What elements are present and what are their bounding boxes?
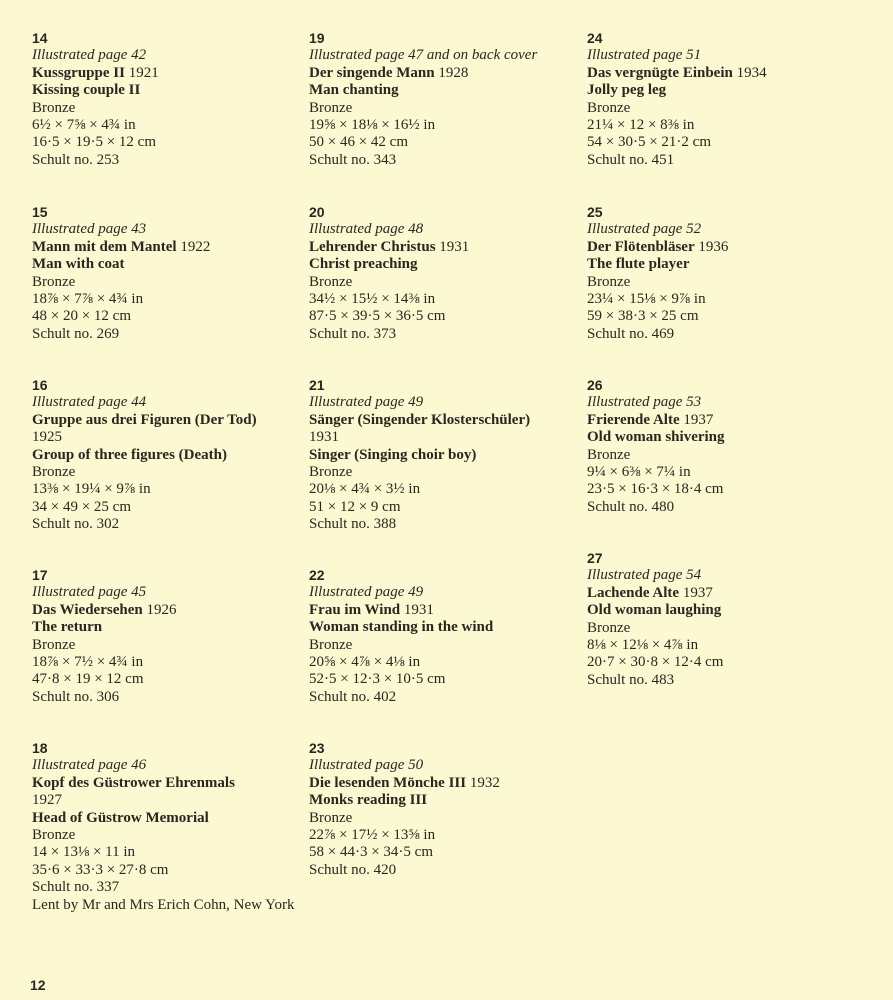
schult-number: Schult no. 469	[587, 325, 675, 342]
year: 1936	[698, 238, 729, 255]
catalogue-entry	[587, 30, 857, 169]
schult-number: Schult no. 483	[587, 671, 675, 688]
dimensions-inches: 14 × 13⅛ × 11 in	[32, 844, 136, 861]
german-title-text: Das vergnügte Einbein	[587, 64, 733, 81]
german-title	[32, 412, 302, 429]
entry-number: 16	[32, 377, 48, 393]
catalogue-entry	[32, 30, 302, 169]
english-title: Singer (Singing choir boy)	[309, 446, 477, 463]
illustrated-page: Illustrated page 47 and on back cover	[309, 47, 538, 64]
illustrated-page: Illustrated page 48	[309, 221, 424, 238]
year: 1927	[32, 792, 62, 809]
year: 1922	[180, 238, 211, 255]
catalogue-entry	[587, 550, 857, 689]
dimensions-cm: 16·5 × 19·5 × 12 cm	[32, 134, 156, 151]
german-title-text: Frau im Wind	[309, 601, 401, 618]
entry-number: 17	[32, 567, 48, 583]
german-title	[587, 239, 857, 256]
english-title: Old woman laughing	[587, 602, 722, 619]
schult-number: Schult no. 269	[32, 325, 120, 342]
dimensions-cm: 47·8 × 19 × 12 cm	[32, 671, 144, 688]
material: Bronze	[309, 464, 353, 481]
english-title: The return	[32, 619, 103, 636]
year: 1932	[469, 774, 500, 791]
year: 1931	[403, 601, 434, 618]
illustrated-page: Illustrated page 51	[587, 47, 702, 64]
english-title: Old woman shivering	[587, 429, 725, 446]
entry-number: 19	[309, 30, 325, 46]
illustrated-page: Illustrated page 50	[309, 757, 424, 774]
german-title	[587, 412, 857, 429]
catalogue-entry	[309, 204, 579, 343]
catalogue-entry	[309, 377, 579, 534]
schult-number: Schult no. 420	[309, 861, 397, 878]
dimensions-cm: 20·7 × 30·8 × 12·4 cm	[587, 654, 724, 671]
dimensions-inches: 18⅞ × 7⅞ × 4¾ in	[32, 291, 144, 308]
dimensions-inches: 13⅜ × 19¼ × 9⅞ in	[32, 481, 151, 498]
schult-number: Schult no. 373	[309, 325, 397, 342]
german-title-text: Gruppe aus drei Figuren (Der Tod)	[32, 411, 257, 428]
year: 1931	[309, 429, 339, 446]
year: 1928	[438, 64, 469, 81]
schult-number: Schult no. 306	[32, 688, 120, 705]
german-title-text: Lehrender Christus	[309, 238, 436, 255]
english-title: The flute player	[587, 256, 690, 273]
entry-number: 26	[587, 377, 603, 393]
entry-number: 25	[587, 204, 603, 220]
page-number: 12	[30, 977, 46, 993]
schult-number: Schult no. 451	[587, 151, 675, 168]
catalogue-entry	[309, 740, 579, 879]
material: Bronze	[309, 809, 353, 826]
english-title: Man chanting	[309, 82, 399, 99]
dimensions-cm: 52·5 × 12·3 × 10·5 cm	[309, 671, 446, 688]
german-title-text: Lachende Alte	[587, 584, 680, 601]
material: Bronze	[309, 99, 353, 116]
dimensions-inches: 20⅝ × 4⅞ × 4⅛ in	[309, 654, 421, 671]
dimensions-inches: 18⅞ × 7½ × 4¾ in	[32, 654, 144, 671]
entry-number: 20	[309, 204, 325, 220]
illustrated-page: Illustrated page 45	[32, 584, 147, 601]
catalogue-entry	[309, 567, 579, 706]
year: 1925	[32, 429, 62, 446]
english-title: Kissing couple II	[32, 82, 141, 99]
catalogue-entry	[32, 567, 302, 706]
illustrated-page: Illustrated page 42	[32, 47, 147, 64]
dimensions-inches: 34½ × 15½ × 14⅜ in	[309, 291, 436, 308]
illustrated-page: Illustrated page 43	[32, 221, 147, 238]
illustrated-page: Illustrated page 54	[587, 567, 702, 584]
material: Bronze	[32, 273, 76, 290]
dimensions-cm: 59 × 38·3 × 25 cm	[587, 308, 699, 325]
catalogue-entry	[32, 377, 302, 534]
english-title: Group of three figures (Death)	[32, 446, 227, 463]
english-title: Monks reading III	[309, 792, 428, 809]
material: Bronze	[587, 619, 631, 636]
dimensions-inches: 19⅝ × 18⅛ × 16½ in	[309, 117, 436, 134]
german-title-text: Die lesenden Mönche III	[309, 774, 467, 791]
dimensions-inches: 22⅞ × 17½ × 13⅝ in	[309, 827, 436, 844]
illustrated-page: Illustrated page 44	[32, 394, 147, 411]
dimensions-inches: 6½ × 7⅝ × 4¾ in	[32, 117, 136, 134]
dimensions-cm: 50 × 46 × 42 cm	[309, 134, 408, 151]
year: 1926	[146, 601, 177, 618]
year: 1921	[128, 64, 159, 81]
german-title	[309, 65, 579, 82]
dimensions-inches: 9¼ × 6⅜ × 7¼ in	[587, 464, 691, 481]
illustrated-page: Illustrated page 52	[587, 221, 702, 238]
english-title: Jolly peg leg	[587, 82, 667, 99]
schult-number: Schult no. 337	[32, 879, 120, 896]
illustrated-page: Illustrated page 53	[587, 394, 702, 411]
english-title: Christ preaching	[309, 256, 418, 273]
year: 1937	[683, 411, 714, 428]
entry-number: 27	[587, 550, 603, 566]
material: Bronze	[32, 464, 76, 481]
material: Bronze	[587, 446, 631, 463]
german-title-text: Der singende Mann	[309, 64, 435, 81]
german-title	[587, 585, 857, 602]
german-title-text: Kussgruppe II	[32, 64, 125, 81]
english-title: Head of Güstrow Memorial	[32, 809, 209, 826]
illustrated-page: Illustrated page 49	[309, 584, 424, 601]
dimensions-cm: 87·5 × 39·5 × 36·5 cm	[309, 308, 446, 325]
schult-number: Schult no. 302	[32, 516, 120, 533]
illustrated-page: Illustrated page 49	[309, 394, 424, 411]
schult-number: Schult no. 253	[32, 151, 120, 168]
entry-number: 18	[32, 740, 48, 756]
lender-credit: Lent by Mr and Mrs Erich Cohn, New York	[32, 896, 295, 913]
german-title	[587, 65, 857, 82]
catalogue-entry	[587, 204, 857, 343]
entry-number: 24	[587, 30, 603, 46]
entry-number: 23	[309, 740, 325, 756]
year: 1937	[682, 584, 713, 601]
german-title-text: Mann mit dem Mantel	[32, 238, 177, 255]
material: Bronze	[32, 99, 76, 116]
german-title	[309, 412, 579, 429]
dimensions-cm: 48 × 20 × 12 cm	[32, 308, 131, 325]
german-title	[32, 239, 302, 256]
dimensions-cm: 34 × 49 × 25 cm	[32, 498, 131, 515]
german-title	[309, 775, 579, 792]
english-title: Man with coat	[32, 256, 125, 273]
entry-number: 15	[32, 204, 48, 220]
year: 1931	[439, 238, 470, 255]
german-title-text: Sänger (Singender Klosterschüler)	[309, 411, 531, 428]
german-title	[32, 65, 302, 82]
entry-number: 14	[32, 30, 48, 46]
german-title-text: Frierende Alte	[587, 411, 680, 428]
catalogue-entry	[32, 740, 302, 914]
material: Bronze	[32, 827, 76, 844]
year: 1934	[736, 64, 767, 81]
dimensions-cm: 54 × 30·5 × 21·2 cm	[587, 134, 711, 151]
entry-number: 21	[309, 377, 325, 393]
schult-number: Schult no. 480	[587, 498, 675, 515]
material: Bronze	[587, 273, 631, 290]
schult-number: Schult no. 388	[309, 516, 397, 533]
german-title-text: Das Wiedersehen	[32, 601, 143, 618]
entry-number: 22	[309, 567, 325, 583]
german-title	[309, 239, 579, 256]
german-title-text: Kopf des Güstrower Ehrenmals	[32, 774, 235, 791]
german-title	[32, 775, 302, 792]
catalogue-entry	[32, 204, 302, 343]
german-title	[309, 602, 579, 619]
dimensions-inches: 21¼ × 12 × 8⅜ in	[587, 117, 695, 134]
dimensions-cm: 23·5 × 16·3 × 18·4 cm	[587, 481, 724, 498]
dimensions-cm: 58 × 44·3 × 34·5 cm	[309, 844, 433, 861]
german-title-text: Der Flötenbläser	[587, 238, 695, 255]
material: Bronze	[32, 636, 76, 653]
material: Bronze	[587, 99, 631, 116]
material: Bronze	[309, 273, 353, 290]
dimensions-cm: 51 × 12 × 9 cm	[309, 498, 401, 515]
catalogue-entry	[309, 30, 579, 169]
dimensions-inches: 20⅛ × 4¾ × 3½ in	[309, 481, 421, 498]
schult-number: Schult no. 402	[309, 688, 397, 705]
dimensions-cm: 35·6 × 33·3 × 27·8 cm	[32, 861, 169, 878]
german-title	[32, 602, 302, 619]
material: Bronze	[309, 636, 353, 653]
dimensions-inches: 8⅛ × 12⅛ × 4⅞ in	[587, 637, 699, 654]
dimensions-inches: 23¼ × 15⅛ × 9⅞ in	[587, 291, 706, 308]
catalogue-entry	[587, 377, 857, 516]
schult-number: Schult no. 343	[309, 151, 397, 168]
illustrated-page: Illustrated page 46	[32, 757, 147, 774]
english-title: Woman standing in the wind	[309, 619, 494, 636]
